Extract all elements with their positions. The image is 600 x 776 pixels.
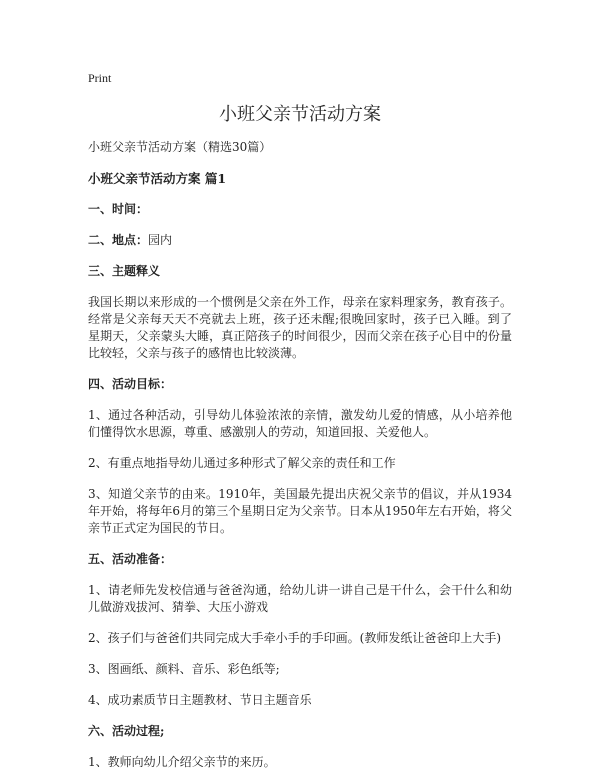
- page-title: 小班父亲节活动方案: [219, 104, 381, 125]
- document-subtitle: 小班父亲节活动方案（精选30篇）: [88, 140, 272, 154]
- goal-paragraph: 3、知道父亲节的由来。1910年，美国最先提出庆祝父亲节的倡议，并从1934年开始，将每年6月的第三个星期日定为父亲节。日本从1950年左右开始，将父亲节正式定为国民的节日。: [88, 487, 512, 535]
- heading-place-value: 园内: [148, 233, 173, 247]
- goal-paragraph: 1、通过各种活动，引导幼儿体验浓浓的亲情，激发幼儿爱的情感，从小培养他们懂得饮水思源，尊重、感激别人的劳动，知道回报、关爱他人。: [88, 408, 512, 439]
- heading-process: 六、活动过程;: [88, 724, 165, 738]
- prep-paragraph: 1、请老师先发校信通与爸爸沟通，给幼儿讲一讲自己是干什么，会干什么和幼儿做游戏拔河、猜拳、大压小游戏: [88, 583, 512, 614]
- heading-place-label: 二、地点：: [88, 233, 149, 247]
- print-label: Print: [88, 71, 112, 85]
- heading-goals: 四、活动目标：: [88, 377, 173, 391]
- heading-preparation: 五、活动准备：: [88, 552, 173, 566]
- prep-paragraph: 3、图画纸、颜料、音乐、彩色纸等;: [88, 662, 280, 676]
- process-paragraph: 1、教师向幼儿介绍父亲节的来历。: [88, 755, 276, 769]
- heading-time: 一、时间：: [88, 202, 149, 216]
- prep-paragraph: 2、孩子们与爸爸们共同完成大手牵小手的手印画。(教师发纸让爸爸印上大手): [88, 631, 502, 645]
- heading-theme: 三、主题释义: [88, 264, 161, 278]
- prep-paragraph: 4、成功素质节日主题教材、节日主题音乐: [88, 693, 312, 707]
- theme-paragraph: 我国长期以来形成的一个惯例是父亲在外工作，母亲在家料理家务，教育孩子。经常是父亲每天天不亮就去上班，孩子还未醒;很晚回家时，孩子已入睡。到了星期天，父亲蒙头大睡，真正陪孩子的时间很少，因而父亲在孩子心目中的份量比较轻，父亲与孩子的感情也比较淡薄。: [88, 295, 512, 360]
- heading-place: [88, 232, 512, 249]
- goal-paragraph: 2、有重点地指导幼儿通过多种形式了解父亲的责任和工作: [88, 456, 396, 470]
- section-title: 小班父亲节活动方案 篇1: [88, 171, 227, 186]
